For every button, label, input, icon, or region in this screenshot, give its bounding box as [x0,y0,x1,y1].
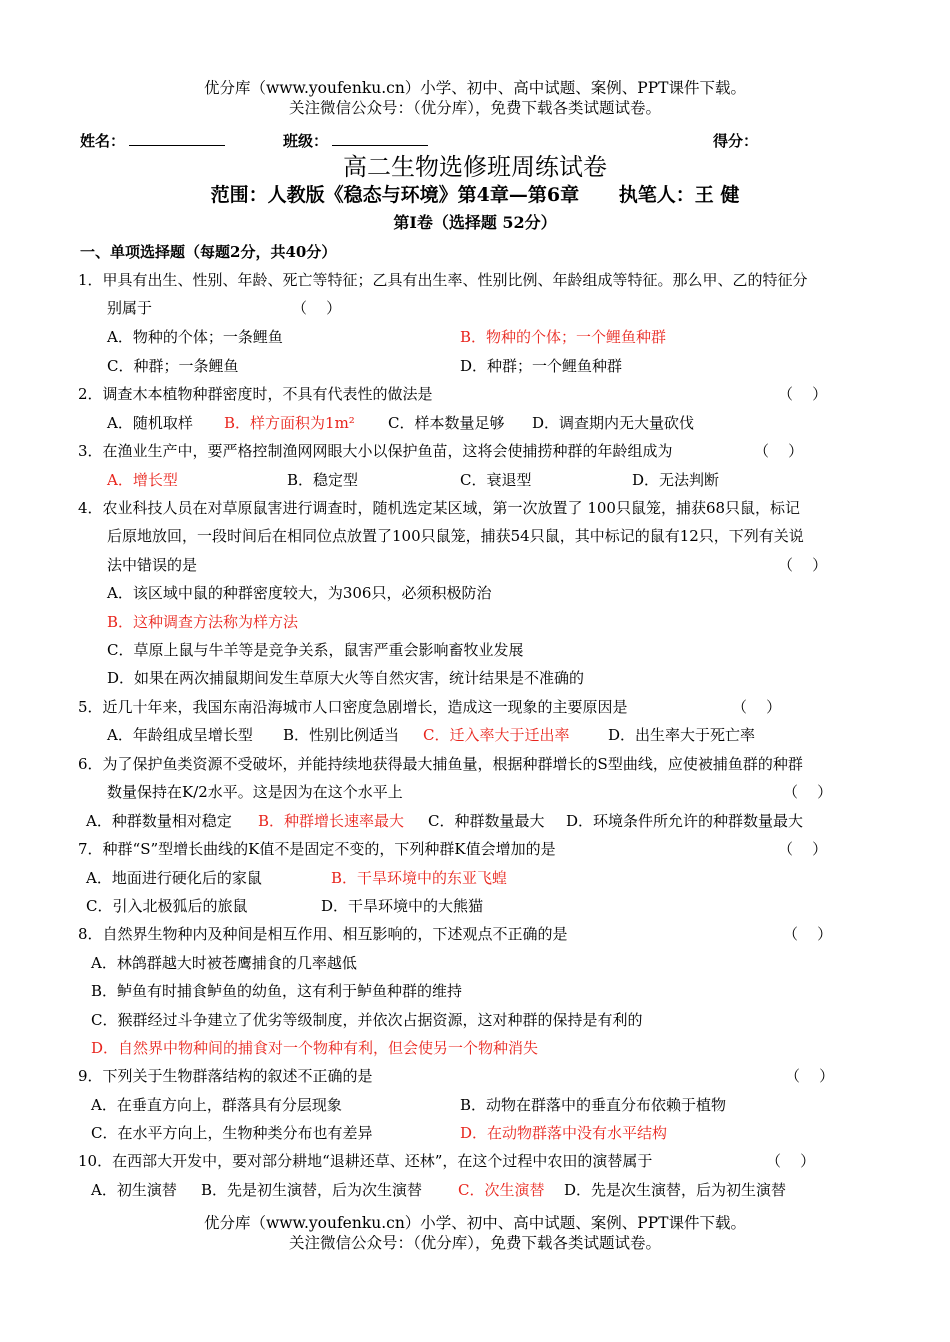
class-field [283,131,428,151]
class-blank [332,131,428,146]
q3-stem: 3．在渔业生产中，要严格控制渔网网眼大小以保护鱼苗，这将会使捕捞种群的年龄组成为 [78,442,673,460]
name-blank [129,131,225,146]
q1-stem-2: 别属于 [107,299,153,317]
q5-option-d: D．出生率大于死亡率 [608,726,756,744]
q1-option-c: C．种群；一条鲤鱼 [107,357,239,375]
q1-option-a: A．物种的个体；一条鲤鱼 [107,328,283,346]
q4-paren: （ ） [778,556,828,574]
q6-option-b: B．种群增长速率最大 [258,812,405,830]
q8-option-b: B．鲈鱼有时捕食鲈鱼的幼鱼，这有利于鲈鱼种群的维持 [91,982,463,1000]
q1-option-b: B．物种的个体；一个鲤鱼种群 [460,328,667,346]
q6-stem-2: 数量保持在K/2水平。这是因为在这个水平上 [107,783,403,801]
q4-option-d: D．如果在两次捕鼠期间发生草原大火等自然灾害，统计结果是不准确的 [107,669,585,687]
q5-paren: （ ） [732,698,782,716]
footer-line-2: 关注微信公众号：（优分库），免费下载各类试题试卷。 [288,1234,661,1252]
q5-option-a: A．年龄组成呈增长型 [107,726,253,744]
q4-option-c: C．草原上鼠与牛羊等是竞争关系，鼠害严重会影响畜牧业发展 [107,641,524,659]
q6-option-d: D．环境条件所允许的种群数量最大 [566,812,804,830]
q9-option-b: B．动物在群落中的垂直分布依赖于植物 [460,1096,727,1114]
q2-option-b: B．样方面积为1m² [224,414,355,432]
q3-paren: （ ） [754,442,804,460]
q3-option-d: D．无法判断 [632,471,720,489]
q10-paren: （ ） [766,1152,816,1170]
q4-option-b: B．这种调查方法称为样方法 [107,613,299,631]
part-heading: 第Ⅰ卷（选择题 52分） [393,213,557,232]
page-title: 高二生物选修班周练试卷 [343,153,607,181]
q6-paren: （ ） [783,783,833,801]
q7-stem: 7．种群“S”型增长曲线的K值不是固定不变的，下列种群K值会增加的是 [78,840,556,858]
q4-stem-1: 4．农业科技人员在对草原鼠害进行调查时，随机选定某区域，第一次放置了 100只鼠笼，捕获68只鼠，标记 [78,499,801,517]
q10-option-d: D．先是次生演替，后为初生演替 [564,1181,787,1199]
q6-option-c: C．种群数量最大 [428,812,545,830]
q2-option-a: A．随机取样 [107,414,193,432]
q4-stem-2: 后原地放回，一段时间后在相同位点放置了100只鼠笼，捕获54只鼠，其中标记的鼠有12只，下列有关说 [107,527,804,545]
q10-option-b: B．先是初生演替，后为次生演替 [201,1181,423,1199]
q7-option-b: B．干旱环境中的东亚飞蝗 [331,869,508,887]
header-line-1: 优分库（www.youfenku.cn）小学、初中、高中试题、案例、PPT课件下载。 [203,79,747,97]
q5-stem: 5．近几十年来，我国东南沿海城市人口密度急剧增长，造成这一现象的主要原因是 [78,698,628,716]
q10-option-c: C．次生演替 [458,1181,545,1199]
q10-stem: 10．在西部大开发中，要对部分耕地“退耕还草、还林”，在这个过程中农田的演替属于 [78,1152,653,1170]
name-label: 姓名： [80,132,126,150]
q7-paren: （ ） [778,840,828,858]
q9-stem: 9．下列关于生物群落结构的叙述不正确的是 [78,1067,373,1085]
class-label: 班级： [283,132,329,150]
q7-option-c: C．引入北极狐后的旅鼠 [86,897,248,915]
q3-option-b: B．稳定型 [287,471,359,489]
q9-option-c: C．在水平方向上，生物种类分布也有差异 [91,1124,373,1142]
q8-paren: （ ） [783,925,833,943]
q2-stem: 2．调查木本植物种群密度时，不具有代表性的做法是 [78,385,433,403]
score-label: 得分： [713,132,759,150]
q3-option-a: A．增长型 [107,471,178,489]
q8-option-c: C．猴群经过斗争建立了优劣等级制度，并依次占据资源，这对种群的保持是有利的 [91,1011,643,1029]
q9-option-d: D．在动物群落中没有水平结构 [460,1124,668,1142]
name-field [80,131,225,151]
q9-paren: （ ） [785,1067,835,1085]
q1-option-d: D．种群；一个鲤鱼种群 [460,357,623,375]
q3-option-c: C．衰退型 [460,471,532,489]
q9-option-a: A．在垂直方向上，群落具有分层现象 [91,1096,342,1114]
q2-option-c: C．样本数量足够 [388,414,505,432]
footer-line-1: 优分库（www.youfenku.cn）小学、初中、高中试题、案例、PPT课件下载。 [203,1214,747,1232]
section-heading: 一、单项选择题（每题2分，共40分） [80,243,337,261]
page-subtitle: 范围：人教版《稳态与环境》第4章—第6章 执笔人：王 健 [210,184,740,206]
q2-option-d: D．调查期内无大量砍伐 [532,414,695,432]
q8-stem: 8．自然界生物种内及种间是相互作用、相互影响的，下述观点不正确的是 [78,925,568,943]
q4-stem-3: 法中错误的是 [107,556,198,574]
q4-option-a: A．该区域中鼠的种群密度较大，为306只，必须积极防治 [107,584,492,602]
q10-option-a: A．初生演替 [91,1181,177,1199]
q1-stem-1: 1．甲具有出生、性别、年龄、死亡等特征；乙具有出生率、性别比例、年龄组成等特征。那么甲、乙的特征分 [78,271,808,289]
q1-paren: （ ） [292,299,342,317]
q7-option-a: A．地面进行硬化后的家鼠 [86,869,262,887]
q8-option-a: A．林鸽群越大时被苍鹰捕食的几率越低 [91,954,357,972]
q8-option-d: D．自然界中物种间的捕食对一个物种有利，但会使另一个物种消失 [91,1039,539,1057]
q6-option-a: A．种群数量相对稳定 [86,812,232,830]
q7-option-d: D．干旱环境中的大熊猫 [321,897,484,915]
q6-stem-1: 6．为了保护鱼类资源不受破坏，并能持续地获得最大捕鱼量，根据种群增长的S型曲线，应使被捕鱼群的种群 [78,755,803,773]
q2-paren: （ ） [778,385,828,403]
header-line-2: 关注微信公众号：（优分库），免费下载各类试题试卷。 [288,99,661,117]
q5-option-c: C．迁入率大于迁出率 [423,726,570,744]
q5-option-b: B．性别比例适当 [283,726,400,744]
